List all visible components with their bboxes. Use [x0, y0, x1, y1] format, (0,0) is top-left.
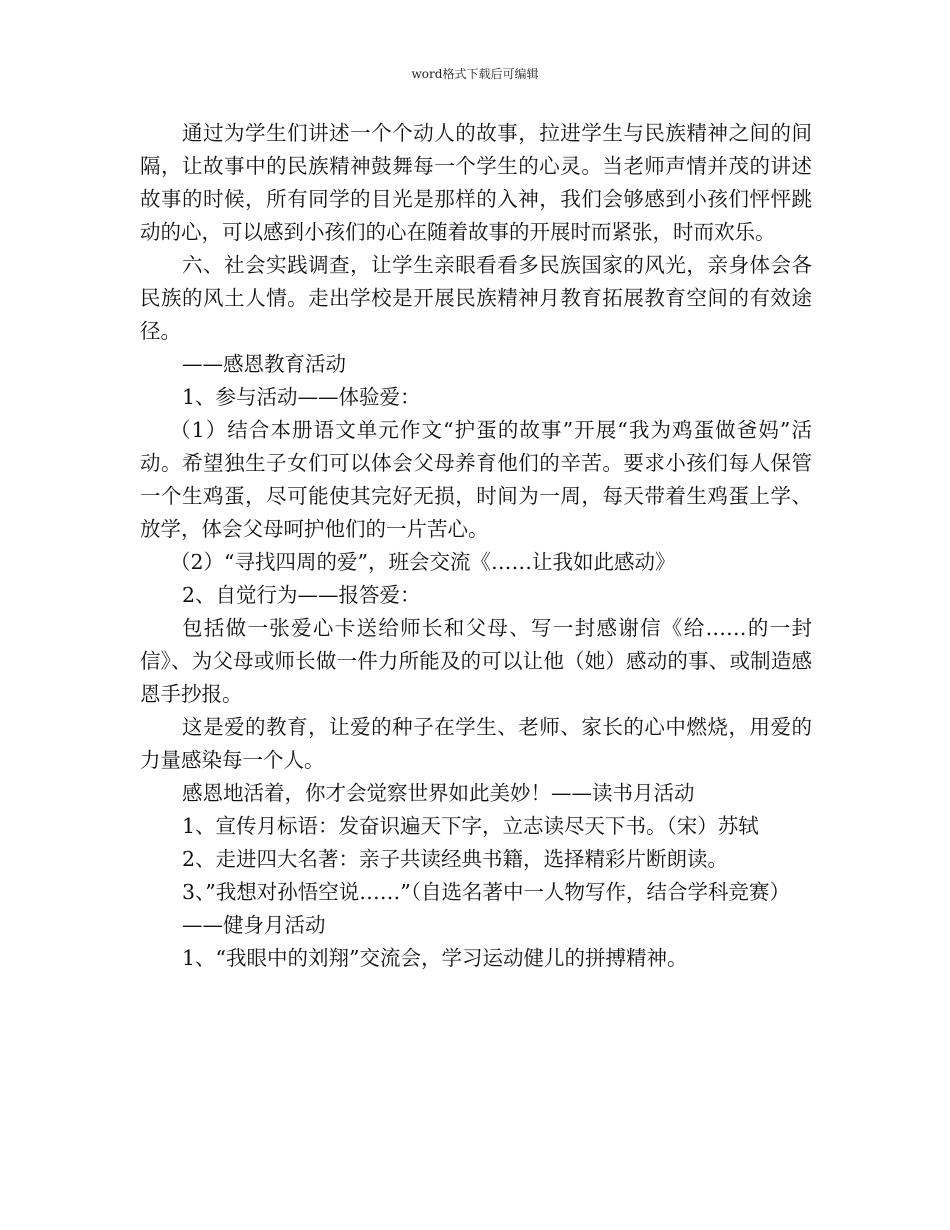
document-body [140, 117, 812, 975]
item-slogan: 1、宣传月标语：发奋识遍天下字，立志读尽天下书。（宋）苏轼 [182, 814, 759, 838]
item-four-classics: 2、走进四大名著：亲子共读经典书籍，选择精彩片断朗读。 [182, 847, 729, 871]
paragraph-love-card: 包括做一张爱心卡送给师长和父母、写一封感谢信《给……的一封信》、为父母或师长做一件力所能及的可以让他（她）感动的事、或制造感恩手抄报。 [140, 616, 812, 706]
item-sun-wukong: 3、”我想对孙悟空说……”（自选名著中一人物写作，结合学科竞赛） [182, 880, 791, 904]
heading-gratitude-activity: ——感恩教育活动 [182, 352, 346, 376]
item-find-love: （2）“寻找四周的爱”，班会交流《……让我如此感动》 [170, 550, 676, 574]
heading-fitness-month: ——健身月活动 [182, 913, 326, 937]
item-liu-xiang: 1、“我眼中的刘翔”交流会，学习运动健儿的拼搏精神。 [182, 946, 688, 970]
item-egg-protection: （1）结合本册语文单元作文“护蛋的故事”开展“我为鸡蛋做爸妈”活动。希望独生子女们可以体会父母养育他们的辛苦。要求小孩们每人保管一个生鸡蛋，尽可能使其完好无损，时间为一周，每天带着生鸡蛋上学、放学，体会父母呵护他们的一片苦心。 [140, 418, 812, 541]
paragraph-social-practice: 六、社会实践调查，让学生亲眼看看多民族国家的风光，亲身体会各民族的风土人情。走出学校是开展民族精神月教育拓展教育空间的有效途径。 [140, 253, 812, 343]
item-participate-activity: 1、参与活动——体验爱： [182, 385, 421, 409]
paragraph-story-telling: 通过为学生们讲述一个个动人的故事，拉进学生与民族精神之间的间隔，让故事中的民族精神鼓舞每一个学生的心灵。当老师声情并茂的讲述故事的时候，所有同学的目光是那样的入神，我们会够感到小孩们怦怦跳动的心，可以感到小孩们的心在随着故事的开展时而紧张，时而欢乐。 [140, 121, 812, 244]
page-header: word格式下载后可编辑 [411, 67, 539, 81]
paragraph-reading-month: 感恩地活着，你才会觉察世界如此美妙！——读书月活动 [182, 781, 695, 805]
paragraph-love-education: 这是爱的教育，让爱的种子在学生、老师、家长的心中燃烧，用爱的力量感染每一个人。 [140, 715, 812, 772]
item-conscious-behavior: 2、自觉行为——报答爱： [182, 583, 421, 607]
